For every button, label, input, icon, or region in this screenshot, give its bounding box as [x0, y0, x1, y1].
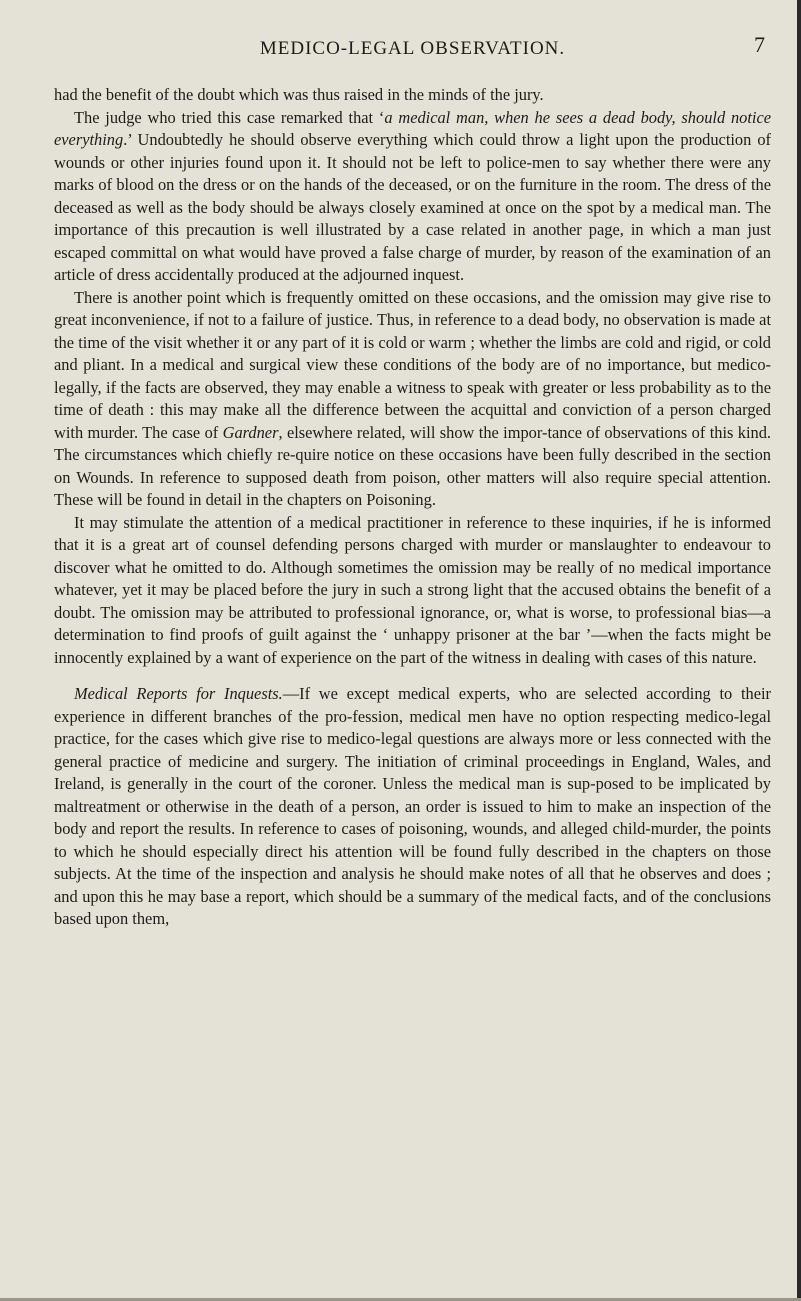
- section-heading: Medical Reports for Inquests.: [74, 684, 283, 703]
- page-number: 7: [754, 32, 765, 57]
- text-segment: .’ Undoubtedly he should observe everything which could throw a light upon the production of wounds or other injuries found upon it. It should not be left to police-men to say whether there were any marks of blood on the dress or on the hands of the deceased, or on the furniture in the room. The dress of the deceased as well as the body should be always closely examined at once on the spot by a medical man. The importance of this precaution is well illustrated by a case related in another page, in which a man just escaped committal on what would have proved a false charge of murder, by reason of the examination of an article of dress accidentally produced at the adjourned inquest.: [54, 130, 771, 284]
- body-text: [54, 84, 771, 931]
- page-edge-bar: [797, 0, 801, 1301]
- text-segment: had the benefit of the doubt which was thus raised in the minds of the jury.: [54, 85, 544, 104]
- quoted-remark: a medical man, when he sees a dead body, should notice everything: [54, 107, 771, 149]
- text-segment: The judge who tried this case remarked that ‘: [74, 107, 385, 127]
- case-name: Gardner: [222, 422, 279, 442]
- paragraph-continuation: [54, 84, 771, 107]
- text-segment: , elsewhere related, will show the impor-tance of observations of this kind. The circumstances which chiefly re-quire notice on these occasions have been fully described in the section on Wounds. In reference to supposed death from poison, other matters will also require special attention. These will be found in detail in the chapters on Poisoning.: [54, 422, 771, 509]
- paragraph-judge-remark: [54, 107, 771, 287]
- text-segment: There is another point which is frequently omitted on these occasions, and the omission may give rise to great inconvenience, if not to a failure of justice. Thus, in reference to a dead body, no observation is made at the time of the visit whether it or any part of it is cold or warm ; whether the limbs are cold and rigid, or cold and pliant. In a medical and surgical view these conditions of the body are of no importance, but medico-legally, if the facts are observed, they may enable a witness to speak with greater or less probability as to the time of death : this may make all the difference between the acquittal and conviction of a person charged with murder. The case of: [54, 287, 771, 442]
- running-head: [54, 32, 771, 78]
- text-segment: —If we except medical experts, who are selected according to their experience in different branches of the pro-fession, medical men have no option respecting medico-legal practice, for the cases which give rise to medico-legal questions are always more or less connected with the general practice of medicine and surgery. The initiation of criminal proceedings in England, Wales, and Ireland, is generally in the court of the coroner. Unless the medical man is sup-posed to be implicated by maltreatment or otherwise in the death of a person, an order is issued to him to make an inspection of the body and report the results. In reference to cases of poisoning, wounds, and alleged child-murder, the points to which he should especially direct his attention will be found fully described in the chapters on those subjects. At the time of the inspection and analysis he should make notes of all that he observes and does ; and upon this he may base a report, which should be a summary of the medical facts, and of the conclusions based upon them,: [54, 684, 771, 928]
- paragraph-medical-reports: [54, 683, 771, 931]
- text-segment: It may stimulate the attention of a medical practitioner in reference to these inquiries, if he is informed that it is a great art of counsel defending persons charged with murder or manslaughter to endeavour to discover what he omitted to do. Although sometimes the omission may be really of no medical importance whatever, yet it may be placed before the jury in such a strong light that the accused obtains the benefit of a doubt. The omission may be attributed to professional ignorance, or, what is worse, to professional bias—a determination to find proofs of guilt against the ‘ unhappy prisoner at the bar ’—when the facts might be innocently explained by a want of experience on the part of the witness in dealing with cases of this nature.: [54, 512, 771, 667]
- running-head-title: MEDICO-LEGAL OBSERVATION.: [259, 38, 566, 59]
- paragraph-omitted-point: [54, 287, 771, 512]
- paragraph-counsel: [54, 512, 771, 670]
